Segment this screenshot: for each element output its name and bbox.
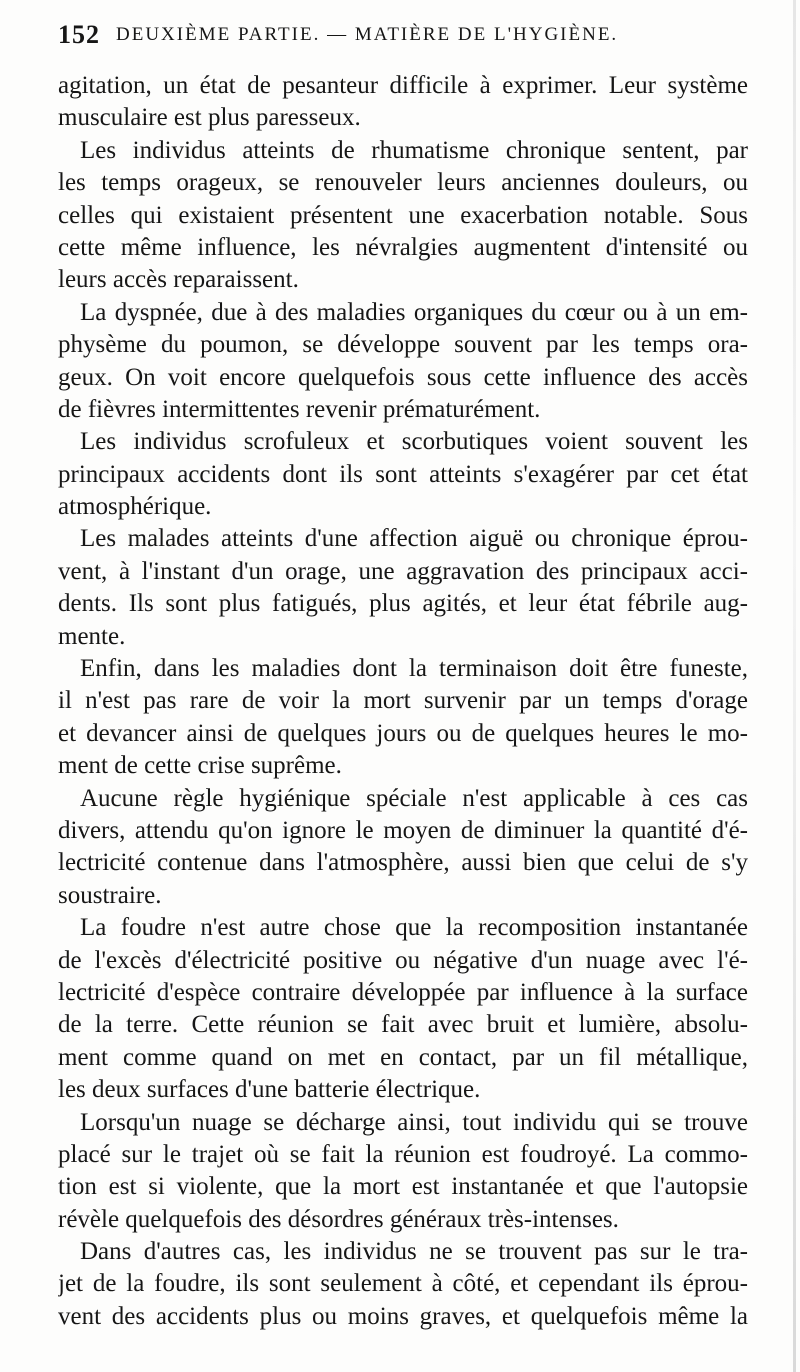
paragraph: [58, 1107, 748, 1237]
text-line: agitation, un état de pesanteur difficile à exprimer. Leur système: [58, 72, 748, 99]
paragraph: [58, 426, 748, 523]
text-line: il n'est pas rare de voir la mort survenir par un temps d'orage: [58, 687, 748, 715]
text-line: vent, à l'instant d'un orage, une aggravation des principaux acci-: [58, 557, 748, 585]
text-line: musculaire est plus paresseux.: [58, 104, 361, 132]
page-header: [58, 20, 748, 64]
text-line: Aucune règle hygiénique spéciale n'est applicable à ces cas: [80, 784, 748, 812]
text-line: leurs accès reparaissent.: [58, 266, 299, 294]
page-edge-rule: [793, 0, 796, 1372]
text-line: La foudre n'est autre chose que la recomposition instantanée: [80, 914, 748, 942]
running-head: DEUXIÈME PARTIE. — MATIÈRE DE L'HYGIÈNE.: [116, 24, 619, 45]
text-line: Les malades atteints d'une affection aiguë ou chronique éprou-: [80, 525, 748, 553]
text-line: celles qui existaient présentent une exacerbation notable. Sous: [58, 201, 748, 229]
paragraph: [58, 297, 748, 427]
text-line: divers, attendu qu'on ignore le moyen de diminuer la quantité d'é-: [58, 816, 748, 844]
text-line: cette même influence, les névralgies augmentent d'intensité ou: [58, 233, 748, 261]
text-line: dents. Ils sont plus fatigués, plus agités, et leur état fébrile aug-: [58, 590, 748, 618]
paragraph: [58, 70, 748, 135]
text-line: mente.: [58, 622, 126, 650]
text-line: de fièvres intermittentes revenir prématurément.: [58, 395, 541, 423]
text-line: tion est si violente, que la mort est instantanée et que l'autopsie: [58, 1173, 748, 1201]
body-text: [58, 70, 748, 1333]
text-line: vent des accidents plus ou moins graves, et quelquefois même la: [58, 1302, 748, 1330]
text-line: Dans d'autres cas, les individus ne se trouvent pas sur le tra-: [80, 1238, 748, 1266]
paragraph: [58, 912, 748, 1106]
text-line: Les individus scrofuleux et scorbutiques voient souvent les: [80, 428, 748, 456]
text-line: ment comme quand on met en contact, par un fil métallique,: [58, 1043, 748, 1071]
text-line: jet de la foudre, ils sont seulement à côté, et cependant ils éprou-: [58, 1270, 748, 1298]
text-line: Enfin, dans les maladies dont la terminaison doit être funeste,: [80, 655, 748, 683]
text-line: les deux surfaces d'une batterie électrique.: [58, 1076, 481, 1104]
text-line: de l'excès d'électricité positive ou négative d'un nuage avec l'é-: [58, 946, 748, 974]
text-line: principaux accidents dont ils sont atteints s'exagérer par cet état: [58, 460, 748, 488]
text-line: atmosphérique.: [58, 493, 212, 521]
text-line: révèle quelquefois des désordres généraux très-intenses.: [58, 1205, 619, 1233]
text-line: de la terre. Cette réunion se fait avec bruit et lumière, absolu-: [58, 1011, 748, 1039]
text-line: lectricité d'espèce contraire développée par influence à la surface: [58, 978, 748, 1006]
paragraph: [58, 135, 748, 297]
text-line: Lorsqu'un nuage se décharge ainsi, tout individu qui se trouve: [80, 1108, 748, 1136]
page-number: 152: [58, 20, 100, 49]
text-line: ment de cette crise suprême.: [58, 752, 342, 780]
text-line: lectricité contenue dans l'atmosphère, aussi bien que celui de s'y: [58, 849, 748, 877]
text-line: et devancer ainsi de quelques jours ou de quelques heures le mo-: [58, 719, 748, 747]
paragraph: [58, 523, 748, 653]
text-line: soustraire.: [58, 881, 162, 909]
text-line: La dyspnée, due à des maladies organiques du cœur ou à un em-: [80, 298, 748, 326]
text-line: les temps orageux, se renouveler leurs anciennes douleurs, ou: [58, 169, 748, 197]
paragraph: [58, 1236, 748, 1333]
text-line: physème du poumon, se développe souvent par les temps ora-: [58, 331, 748, 359]
paragraph: [58, 653, 748, 783]
paragraph: [58, 783, 748, 913]
text-line: geux. On voit encore quelquefois sous cette influence des accès: [58, 363, 748, 391]
text-line: Les individus atteints de rhumatisme chronique sentent, par: [80, 136, 748, 164]
text-line: placé sur le trajet où se fait la réunion est foudroyé. La commo-: [58, 1140, 748, 1168]
